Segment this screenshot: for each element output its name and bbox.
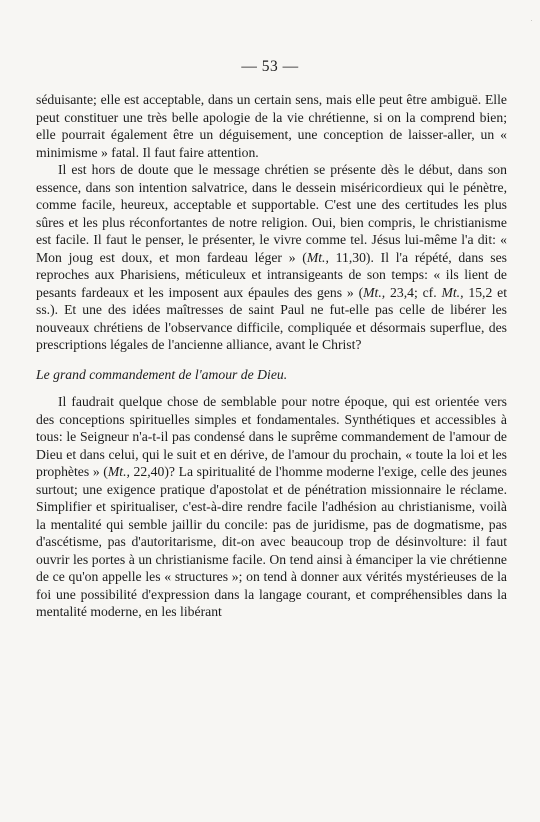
scripture-reference: Mt., [441,284,464,300]
scripture-reference: Mt., [306,249,329,265]
scan-mark [531,20,532,21]
paragraph-1: séduisante; elle est acceptable, dans un certain sens, mais elle peut être ambiguë. Elle peut constituer une très belle apologie de la vie chrétienne, si on la comprend bien; elle pourrait également être un déguisement, une conception de laisser-aller, un « minimisme » fatal. Il faut faire attention. [36,92,507,160]
paragraph-2 [36,161,507,354]
paragraph-2-text-d: 15,2 et ss.). Et une des idées maîtresses de saint Paul ne fut-elle pas celle de libérer les nouveaux chrétiens de l'observance difficile, compliquée et désormais superflue, des prescriptions légales de l'ancienne alliance, avant le Christ? [36,284,507,352]
scripture-reference: Mt., [107,464,130,479]
paragraph-2-text-b: 11,30). Il l'a répété, dans ses reproches aux Pharisiens, méticuleux et intransigeants de son temps: « ils lient de pesants fardeaux et les imposent aux épaules des gens » ( [36,249,507,300]
paragraph-2-text-c: 23,4; cf. [385,284,442,300]
paragraph-3 [36,393,507,621]
scripture-reference: Mt., [363,284,386,300]
paragraph-3-text-a: Il faudrait quelque chose de semblable pour notre époque, qui est orientée vers des conceptions spirituelles simples et fondamentales. Synthétiques et accessibles à tous: le Seigneur n'a-t-il pas condensé dans le suprême commandement de l'amour de Dieu et dans celui, qui le suit et en dérive, de l'amour du prochain, « toute la loi et les prophètes » ( [36,394,507,479]
section-heading: Le grand commandement de l'amour de Dieu. [36,366,288,382]
paragraph-3-text-b: 22,40)? La spiritualité de l'homme moderne l'exige, celle des jeunes surtout; une exigence pratique d'apostolat et de pénétration missionnaire le réclame. Simplifier et spiritualiser, c'est-à-dire rendre facile l'adhésion au christianisme, voilà la mentalité qui semble jaillir du concile: pas de juridisme, pas de dogmatisme, pas d'ascétisme, pas d'autoritarisme, dit-on avec beaucoup trop de désinvolture: il faut ouvrir les portes à un christianisme facile. On tend ainsi à émanciper la vie chrétienne de ce qu'on appelle les « structures »; on tend à donner aux vérités mystérieuses de la foi une possibilité d'expression dans la langage courant, et compréhensibles dans la mentalité moderne, en les libérant [36,464,507,619]
paragraph-2-text-a: Il est hors de doute que le message chrétien se présente dès le début, dans son essence, dans son intention salvatrice, dans le dessein miséricordieux qui le pénètre, comme facile, heureux, acceptable et supportable. C'est une des certitudes les plus sûres et les plus réconfortantes de notre religion. Oui, bien compris, le christianisme est facile. Il faut le penser, le présenter, le vivre comme tel. Jésus lui-même l'a dit: « Mon joug est doux, et mon fardeau léger » ( [36,162,507,265]
page-number: — 53 — [241,58,299,75]
page-body [36,91,507,621]
